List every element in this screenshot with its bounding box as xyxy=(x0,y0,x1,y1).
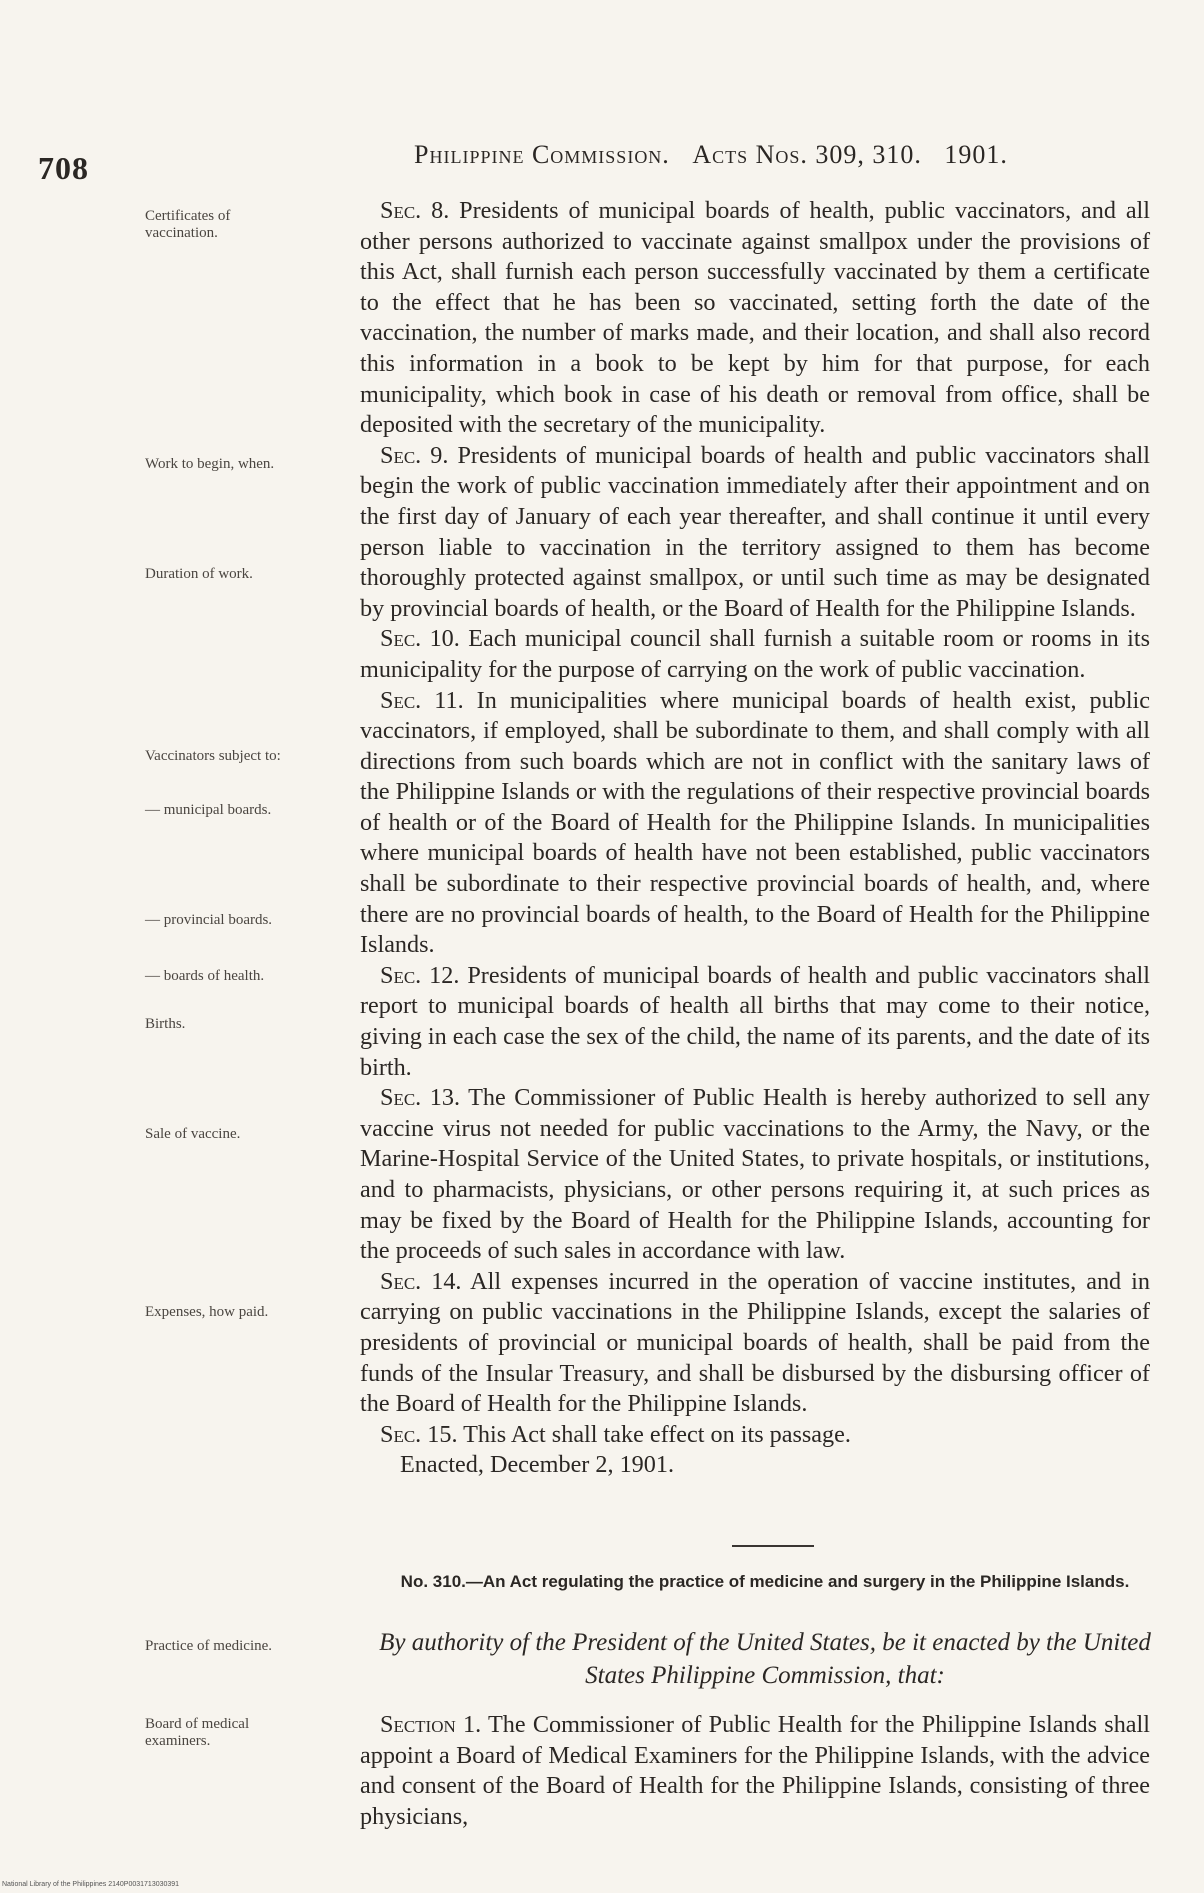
margin-note-births: Births. xyxy=(145,1016,186,1032)
section-9 xyxy=(360,441,1150,625)
section-text: Presidents of municipal boards of health and public vaccinators shall begin the work of public vaccination immediately after their appointment and on the first day of January of each year thereafter, and shall continue it until every person liable to vaccination in the territory assigned to them has become thoroughly protected against smallpox, or until such time as may be designated by provincial boards of health, or the Board of Health for the Philippine Islands. xyxy=(360,441,1150,622)
section-label: Sec. 10. xyxy=(380,625,460,653)
section-label: Sec. 8. xyxy=(380,197,450,224)
section-14 xyxy=(360,1267,1150,1420)
margin-note-board-examiners: Board of medical examiners. xyxy=(145,1716,250,1749)
body-text xyxy=(360,196,1150,1481)
margin-note-practice: Practice of medicine. xyxy=(145,1638,273,1654)
act-title: No. 310.—An Act regulating the practice of medicine and surgery in the Philippine Islands. xyxy=(400,1572,1130,1591)
page-number: 708 xyxy=(38,150,89,186)
margin-note-expenses: Expenses, how paid. xyxy=(145,1304,269,1320)
margin-note-municipal-boards: — municipal boards. xyxy=(145,802,272,818)
running-title: Philippine Commission. xyxy=(414,140,670,169)
section-text: This Act shall take effect on its passage. xyxy=(457,1420,851,1448)
section-text: All expenses incurred in the operation of vaccine institutes, and in carrying on public vaccinations in the Philippine Islands, except the salaries of presidents of provincial or municipal boards of health, shall be paid from the funds of the Insular Treasury, and shall be disbursed by the disbursing officer of the Board of Health for the Philippine Islands. xyxy=(360,1267,1150,1418)
margin-note-duration: Duration of work. xyxy=(145,566,253,582)
running-head xyxy=(414,140,1008,170)
section-divider xyxy=(732,1545,814,1547)
section-text: Presidents of municipal boards of health and public vaccinators shall report to municipal boards of health all births that may come to their notice, giving in each case the sex of the child, the name of its parents, and the date of its birth. xyxy=(360,961,1150,1081)
section-11 xyxy=(360,686,1150,961)
margin-note-vaccinators-subject: Vaccinators subject to: xyxy=(145,748,281,764)
section-text: In municipalities where municipal boards of health exist, public vaccinators, if employed, shall be subordinate to them, and shall comply with all directions from such boards which are not in conflict with the sanitary laws of the Philippine Islands or with the regulations of their respective provincial boards of health or of the Board of Health for the Philippine Islands. In municipalities where municipal boards of health have not been established, public vaccinators shall be subordinate to their respective provincial boards of health, and, where there are no provincial boards of health, to the Board of Health for the Philippine Islands. xyxy=(360,686,1151,959)
section-text: Each municipal council shall furnish a suitable room or rooms in its municipality for the purpose of carrying on the work of public vaccination. xyxy=(360,625,1150,683)
margin-note-work-begin: Work to begin, when. xyxy=(145,456,275,472)
margin-note-provincial-boards: — provincial boards. xyxy=(145,912,273,928)
year: 1901. xyxy=(944,140,1008,169)
section-text: The Commissioner of Public Health is hereby authorized to sell any vaccine virus not needed for public vaccinations to the Army, the Navy, or the Marine-Hospital Service of the United States, to private hospitals, or institutions, and to pharmacists, physicians, or other persons requiring it, at such prices as may be fixed by the Board of Health for the Philippine Islands, accounting for the proceeds of such sales in accordance with law. xyxy=(360,1084,1150,1265)
act-310-section-1 xyxy=(360,1710,1150,1832)
margin-note-sale-vaccine: Sale of vaccine. xyxy=(145,1126,241,1142)
section-label: Section 1. xyxy=(380,1711,482,1738)
margin-note-certificates: Certificates of vaccination. xyxy=(145,208,231,241)
library-footer: National Library of the Philippines 2140P0031713030391 xyxy=(2,1881,180,1888)
acts-numbers: Acts Nos. 309, 310. xyxy=(692,140,922,169)
section-10 xyxy=(360,624,1150,685)
section-label: Sec. 12. xyxy=(380,961,460,989)
margin-note-boards-health: — boards of health. xyxy=(145,968,265,984)
section-label: Sec. 13. xyxy=(380,1084,460,1112)
section-15 xyxy=(360,1420,1150,1451)
section-8 xyxy=(360,196,1150,441)
enacted-date: Enacted, December 2, 1901. xyxy=(400,1451,675,1479)
section-label: Sec. 9. xyxy=(380,441,449,469)
section-label: Sec. 15. xyxy=(380,1420,458,1448)
section-text: Presidents of municipal boards of health, public vaccinators, and all other persons authorized to vaccinate against smallpox under the provisions of this Act, shall furnish each person successfully vaccinated by them a certificate to the effect that he has been so vaccinated, setting forth the date of the vaccination, the number of marks made, and their location, and shall also record this information in a book to be kept by him for that purpose, for each municipality, which book in case of his death or removal from office, shall be deposited with the secretary of the municipality. xyxy=(360,197,1150,439)
section-13 xyxy=(360,1083,1150,1267)
section-12 xyxy=(360,961,1150,1083)
section-label: Sec. 14. xyxy=(380,1267,462,1295)
section-text: The Commissioner of Public Health for the Philippine Islands shall appoint a Board of Medical Examiners for the Philippine Islands, with the advice and consent of the Board of Health for the Philippine Islands, consisting of three physicians, xyxy=(360,1711,1150,1830)
section-label: Sec. 11. xyxy=(380,686,464,714)
enacting-clause: By authority of the President of the United States, be it enacted by the United States Philippine Commission, that: xyxy=(379,1629,1151,1689)
